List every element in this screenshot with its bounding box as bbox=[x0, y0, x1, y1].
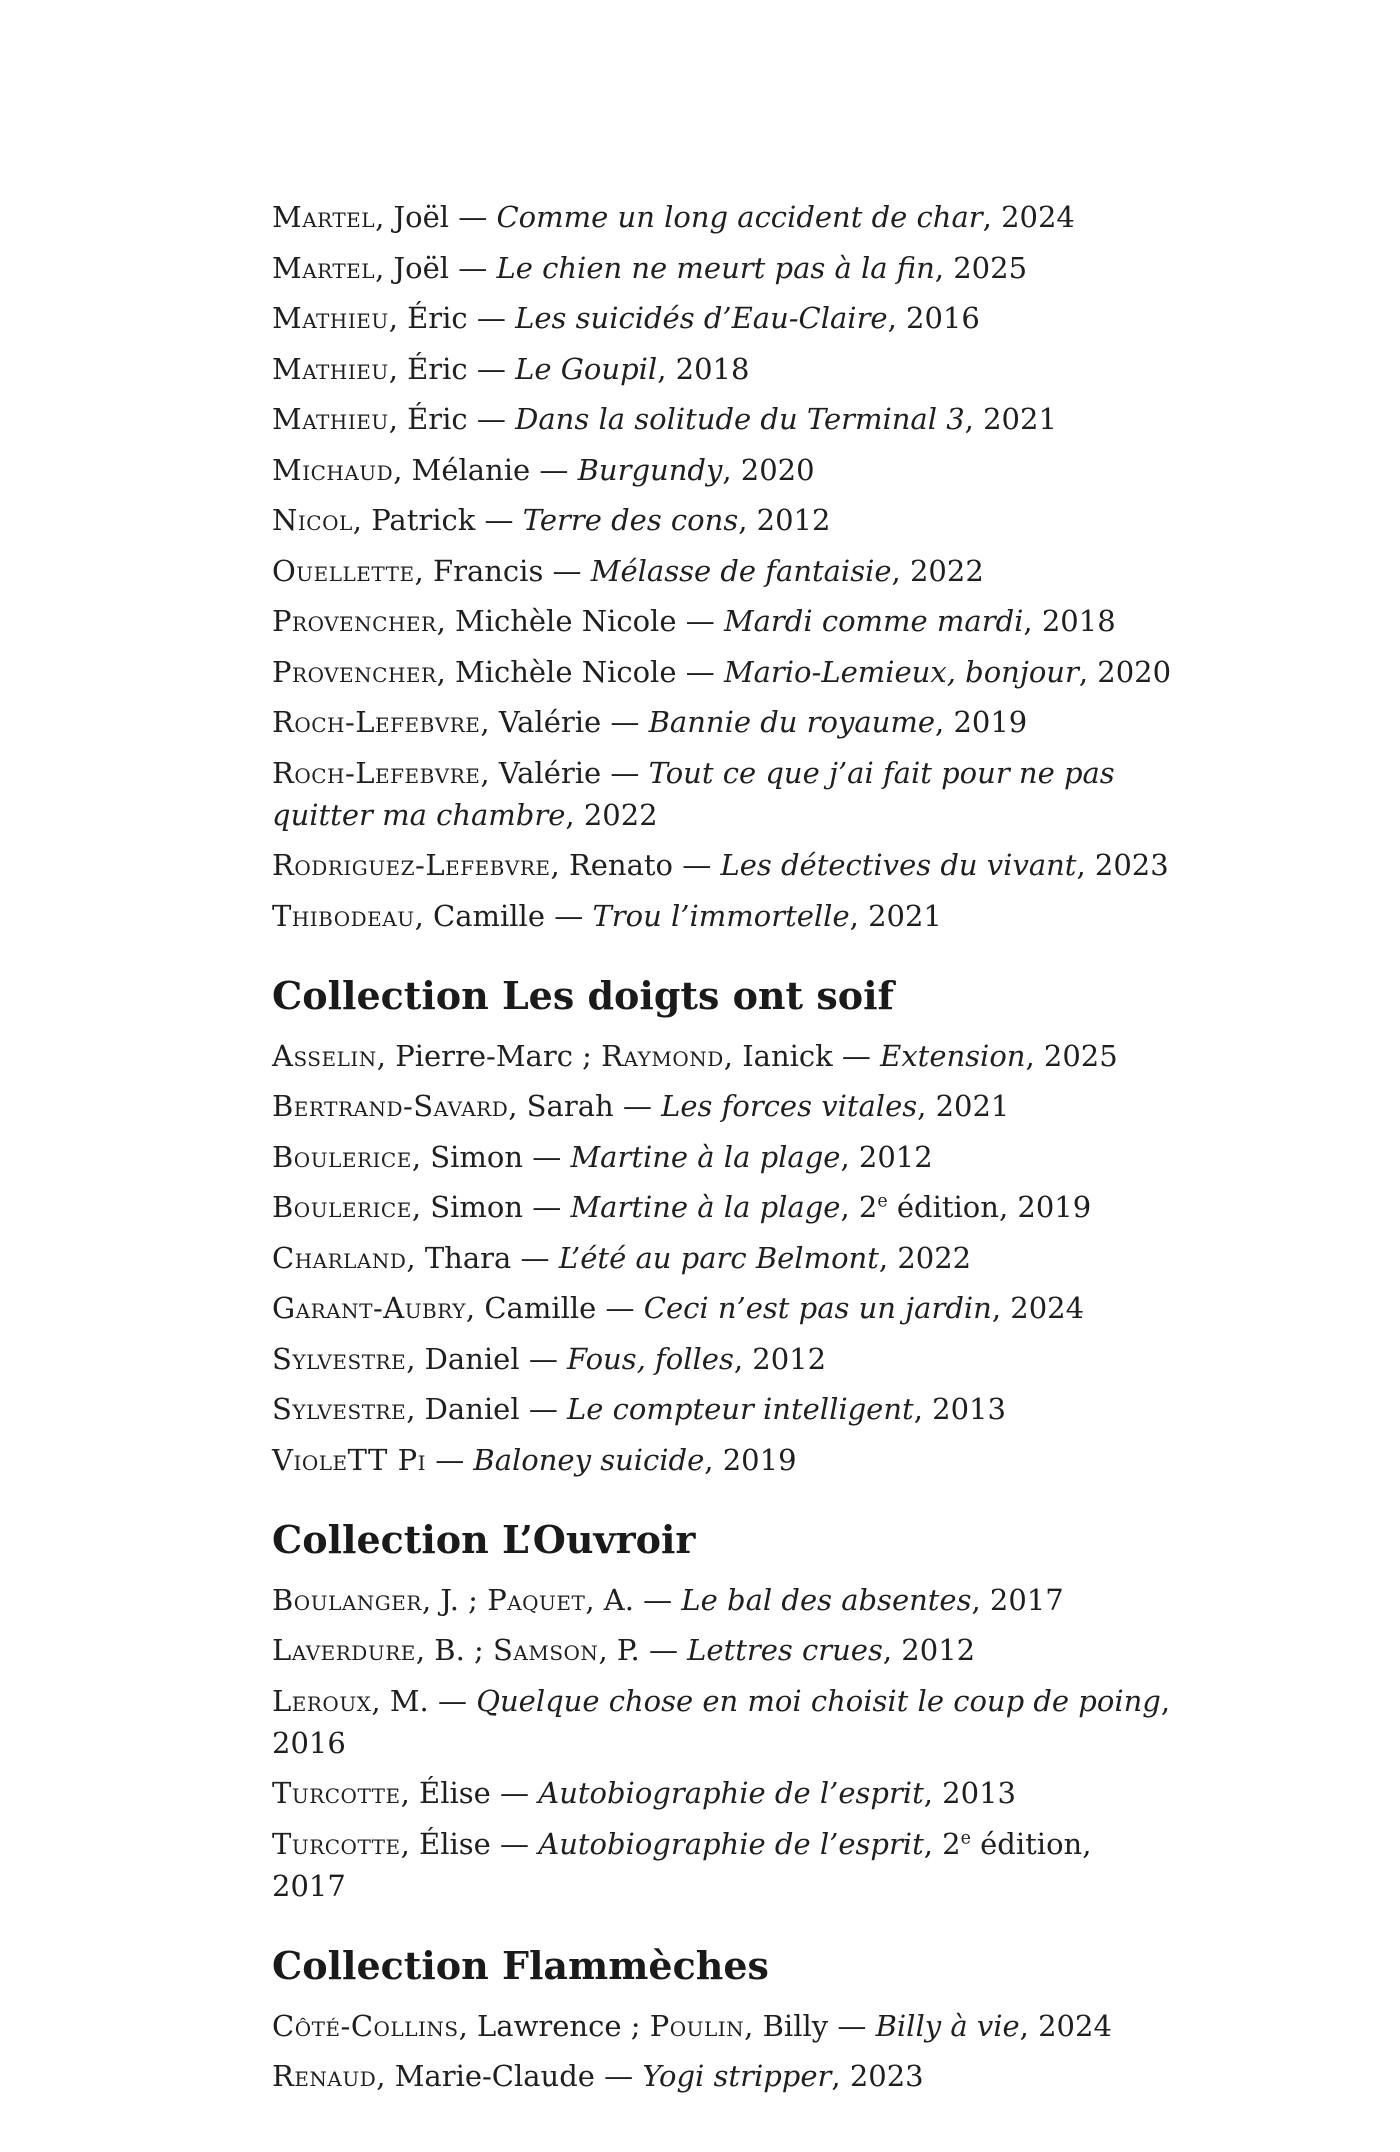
edition-number: 2 bbox=[942, 1826, 961, 1861]
book-title: Fous, folles bbox=[567, 1341, 734, 1376]
publication-year: 2020 bbox=[740, 452, 815, 487]
author-last-name: Thibodeau bbox=[272, 898, 415, 933]
author-last-name: Poulin bbox=[649, 2008, 745, 2043]
author-last-name: Bertrand-Savard bbox=[272, 1089, 509, 1123]
edition-note bbox=[859, 1190, 999, 1224]
author-last-name: Boulerice bbox=[272, 1190, 412, 1224]
author-first-name: Camille bbox=[484, 1291, 597, 1325]
book-title: Le Goupil bbox=[515, 351, 658, 386]
author-first-name: Éric bbox=[407, 351, 468, 386]
catalogue-entry: Turcotte, Élise — Autobiographie de l’esprit, 2e édition, 2017 bbox=[272, 1826, 1092, 1903]
author-first-name: Daniel bbox=[424, 1392, 520, 1426]
author-last-name: Asselin bbox=[272, 1038, 377, 1073]
publication-year: 2018 bbox=[675, 351, 750, 386]
catalogue-entry: Mathieu, Éric — Le Goupil, 2018 bbox=[272, 351, 750, 386]
author-name: Bertrand-Savard, Sarah bbox=[272, 1089, 614, 1123]
edition-word: édition bbox=[896, 1190, 999, 1224]
author-name: Roch-Lefebvre, Valérie bbox=[272, 705, 602, 739]
author-last-name: Samson bbox=[493, 1633, 599, 1667]
catalogue-entry: Martel, Joël — Le chien ne meurt pas à la fin, 2025 bbox=[272, 250, 1028, 285]
author-first-name: Billy bbox=[762, 2008, 829, 2043]
catalogue-entry: Sylvestre, Daniel — Fous, folles, 2012 bbox=[272, 1341, 827, 1376]
book-title: Le bal des absentes bbox=[681, 1582, 972, 1617]
book-title: Billy à vie bbox=[875, 2008, 1020, 2043]
publication-year: 2012 bbox=[858, 1139, 933, 1174]
catalogue-entry: Mathieu, Éric — Dans la solitude du Terminal 3, 2021 bbox=[272, 402, 1057, 436]
catalogue-entry: Charland, Thara — L’été au parc Belmont, 2022 bbox=[272, 1240, 972, 1275]
catalogue-entry: Boulerice, Simon — Martine à la plage, 2012 bbox=[272, 1139, 933, 1174]
book-title: Les détectives du vivant bbox=[720, 848, 1077, 882]
catalogue-entry: Nicol, Patrick — Terre des cons, 2012 bbox=[272, 503, 831, 537]
book-title: Autobiographie de l’esprit bbox=[538, 1776, 924, 1810]
author-last-name: Leroux bbox=[272, 1683, 372, 1718]
book-title: Les suicidés d’Eau-Claire bbox=[515, 301, 888, 335]
publication-year: 2013 bbox=[942, 1776, 1016, 1810]
publication-year: 2018 bbox=[1041, 604, 1116, 638]
author-last-name: Mathieu bbox=[272, 351, 389, 386]
author-first-name: Patrick bbox=[371, 503, 476, 537]
author-name: Leroux, M. bbox=[272, 1683, 429, 1718]
author-first-name: Daniel bbox=[424, 1341, 520, 1376]
catalogue-section bbox=[272, 1515, 1172, 1907]
author-first-name: Camille bbox=[433, 898, 545, 933]
publication-year: 2019 bbox=[1017, 1190, 1092, 1224]
book-title: Lettres crues bbox=[687, 1633, 883, 1667]
book-title: L’été au parc Belmont bbox=[558, 1240, 879, 1275]
publication-year: 2012 bbox=[901, 1633, 976, 1667]
catalogue-entry: Provencher, Michèle Nicole — Mario-Lemieux, bonjour, 2020 bbox=[272, 654, 1172, 689]
author-name: Provencher, Michèle Nicole bbox=[272, 654, 677, 689]
author-name: Boulanger, J. bbox=[272, 1582, 459, 1617]
publication-year: 2022 bbox=[909, 553, 984, 588]
author-last-name: Paquet bbox=[487, 1582, 586, 1617]
author-first-name: Mélanie bbox=[411, 452, 531, 487]
publication-year: 2016 bbox=[906, 301, 980, 335]
author-name: Michaud, Mélanie bbox=[272, 452, 531, 487]
book-title: Dans la solitude du Terminal 3 bbox=[515, 402, 965, 436]
author-name: Nicol, Patrick bbox=[272, 503, 476, 537]
author-name: Rodriguez-Lefebvre, Renato bbox=[272, 848, 674, 882]
book-title: Extension bbox=[880, 1038, 1026, 1073]
book-title: Comme un long accident de char bbox=[496, 200, 983, 234]
author-name: Poulin, Billy bbox=[649, 2008, 829, 2043]
author-last-name: Boulanger bbox=[272, 1582, 422, 1617]
edition-superscript: e bbox=[960, 1827, 971, 1848]
catalogue-entry: Renaud, Marie-Claude — Yogi stripper, 2023 bbox=[272, 2059, 924, 2093]
publication-year: 2025 bbox=[1043, 1038, 1118, 1073]
author-last-name: Côté-Collins bbox=[272, 2008, 459, 2043]
author-first-name: A. bbox=[603, 1582, 634, 1617]
book-title: Les forces vitales bbox=[661, 1089, 918, 1123]
author-name: Sylvestre, Daniel bbox=[272, 1392, 520, 1426]
author-last-name: Provencher bbox=[272, 654, 437, 689]
catalogue-section bbox=[272, 971, 1172, 1481]
author-first-name: Michèle Nicole bbox=[455, 654, 677, 689]
author-name: Martel, Joël bbox=[272, 250, 450, 285]
publication-year: 2024 bbox=[1001, 200, 1075, 234]
catalogue-section bbox=[272, 1941, 1172, 2098]
author-name: Mathieu, Éric bbox=[272, 301, 468, 335]
catalogue-entry: Thibodeau, Camille — Trou l’immortelle, 2021 bbox=[272, 898, 942, 933]
author-first-name: Simon bbox=[430, 1190, 524, 1224]
author-name: Samson, P. bbox=[493, 1633, 640, 1667]
author-name bbox=[272, 1443, 426, 1477]
publication-year: 2016 bbox=[272, 1725, 346, 1760]
author-last-name: Sylvestre bbox=[272, 1341, 407, 1376]
catalogue-entry: Côté-Collins, Lawrence ; Poulin, Billy — Billy à vie, 2024 bbox=[272, 2008, 1112, 2043]
author-name: Provencher, Michèle Nicole bbox=[272, 604, 677, 638]
author-name: Paquet, A. bbox=[487, 1582, 634, 1617]
catalogue-entry: Sylvestre, Daniel — Le compteur intelligent, 2013 bbox=[272, 1392, 1006, 1426]
catalogue-entry: VioleTT Pi — Baloney suicide, 2019 bbox=[272, 1442, 797, 1477]
author-first-name: Élise bbox=[419, 1826, 491, 1861]
catalogue-entry: Boulerice, Simon — Martine à la plage, 2e édition, 2019 bbox=[272, 1190, 1092, 1224]
author-first-name: Joël bbox=[393, 250, 450, 285]
publication-year: 2023 bbox=[849, 2059, 924, 2093]
author-last-name: Nicol bbox=[272, 503, 353, 537]
catalogue-entry: Ouellette, Francis — Mélasse de fantaisie, 2022 bbox=[272, 553, 984, 588]
publication-year: 2012 bbox=[756, 503, 831, 537]
catalogue-entry: Bertrand-Savard, Sarah — Les forces vitales, 2021 bbox=[272, 1089, 1010, 1123]
edition-word: édition bbox=[980, 1826, 1083, 1861]
edition-note bbox=[942, 1827, 1082, 1861]
book-title: Martine à la plage bbox=[570, 1139, 841, 1174]
author-name: Thibodeau, Camille bbox=[272, 898, 545, 933]
book-title: Mélasse de fantaisie bbox=[590, 553, 892, 588]
book-title: Mario-Lemieux, bonjour bbox=[723, 654, 1079, 689]
author-name: Mathieu, Éric bbox=[272, 351, 468, 386]
author-name: Renaud, Marie-Claude bbox=[272, 2059, 595, 2093]
author-name: Sylvestre, Daniel bbox=[272, 1341, 520, 1376]
catalogue-entry: Michaud, Mélanie — Burgundy, 2020 bbox=[272, 452, 815, 487]
author-name: Martel, Joël bbox=[272, 200, 450, 234]
author-name: Mathieu, Éric bbox=[272, 402, 468, 436]
book-title: Bannie du royaume bbox=[648, 705, 936, 739]
author-last-name: Boulerice bbox=[272, 1139, 412, 1174]
catalogue-entry: Provencher, Michèle Nicole — Mardi comme mardi, 2018 bbox=[272, 604, 1116, 638]
publication-year: 2012 bbox=[752, 1341, 827, 1376]
publication-year: 2022 bbox=[897, 1240, 972, 1275]
author-first-name: Valérie bbox=[498, 705, 602, 739]
catalogue-entry: Mathieu, Éric — Les suicidés d’Eau-Claire, 2016 bbox=[272, 301, 980, 335]
author-first-name: Simon bbox=[430, 1139, 524, 1174]
author-first-name: Renato bbox=[568, 848, 674, 882]
publication-year: 2023 bbox=[1094, 848, 1169, 882]
catalogue-entry: Leroux, M. — Quelque chose en moi choisit le coup de poing, 2016 bbox=[272, 1683, 1171, 1760]
edition-superscript: e bbox=[877, 1191, 888, 1212]
section-heading: Collection Flammèches bbox=[272, 1942, 769, 1988]
publication-year: 2025 bbox=[953, 250, 1028, 285]
catalogue-entry: Martel, Joël — Comme un long accident de char, 2024 bbox=[272, 200, 1075, 234]
catalogue-entry: Turcotte, Élise — Autobiographie de l’esprit, 2013 bbox=[272, 1776, 1016, 1810]
author-last-name: VioleTT Pi bbox=[272, 1442, 426, 1477]
catalogue-page bbox=[272, 196, 1172, 2106]
author-first-name: Sarah bbox=[526, 1089, 614, 1123]
author-name: Boulerice, Simon bbox=[272, 1190, 524, 1224]
author-first-name: Lawrence bbox=[477, 2008, 622, 2043]
catalogue-entry: Rodriguez-Lefebvre, Renato — Les détectives du vivant, 2023 bbox=[272, 848, 1169, 882]
publication-year: 2013 bbox=[932, 1392, 1006, 1426]
catalogue-entry: Laverdure, B. ; Samson, P. — Lettres crues, 2012 bbox=[272, 1633, 976, 1667]
author-last-name: Roch-Lefebvre bbox=[272, 755, 481, 790]
book-title: Yogi stripper bbox=[642, 2059, 832, 2093]
author-name: Asselin, Pierre-Marc bbox=[272, 1038, 573, 1073]
author-first-name: Éric bbox=[407, 402, 468, 436]
publication-year: 2019 bbox=[953, 705, 1028, 739]
section-heading: Collection L’Ouvroir bbox=[272, 1516, 696, 1562]
book-title: Quelque chose en moi choisit le coup de poing bbox=[476, 1683, 1161, 1718]
author-last-name: Michaud bbox=[272, 452, 394, 487]
book-title: Mardi comme mardi bbox=[723, 604, 1024, 638]
author-last-name: Ouellette bbox=[272, 553, 415, 588]
catalogue-entry: Garant-Aubry, Camille — Ceci n’est pas un jardin, 2024 bbox=[272, 1291, 1085, 1325]
author-first-name: Joël bbox=[393, 200, 450, 234]
author-last-name: Charland bbox=[272, 1240, 407, 1275]
catalogue-entry: Boulanger, J. ; Paquet, A. — Le bal des absentes, 2017 bbox=[272, 1582, 1064, 1617]
author-first-name: B. bbox=[434, 1633, 465, 1667]
author-last-name: Turcotte bbox=[272, 1826, 401, 1861]
author-first-name: J. bbox=[440, 1582, 459, 1617]
publication-year: 2017 bbox=[272, 1868, 346, 1903]
author-name: Turcotte, Élise bbox=[272, 1826, 491, 1861]
author-first-name: P. bbox=[616, 1633, 640, 1667]
section-heading: Collection Les doigts ont soif bbox=[272, 972, 894, 1018]
book-title: Martine à la plage bbox=[570, 1190, 841, 1224]
author-name: Turcotte, Élise bbox=[272, 1776, 491, 1810]
publication-year: 2017 bbox=[989, 1582, 1064, 1617]
author-last-name: Turcotte bbox=[272, 1776, 401, 1810]
author-last-name: Laverdure bbox=[272, 1633, 416, 1667]
catalogue-entry: Asselin, Pierre-Marc ; Raymond, Ianick — Extension, 2025 bbox=[272, 1038, 1118, 1073]
publication-year: 2019 bbox=[722, 1442, 797, 1477]
catalogue-entry: Roch-Lefebvre, Valérie — Tout ce que j’ai fait pour ne pas quitter ma chambre, 2022 bbox=[272, 755, 1115, 832]
author-first-name: Valérie bbox=[498, 755, 602, 790]
author-first-name: Francis bbox=[432, 553, 544, 588]
author-last-name: Martel bbox=[272, 250, 376, 285]
author-last-name: Garant-Aubry bbox=[272, 1291, 466, 1325]
author-first-name: Ianick bbox=[742, 1038, 833, 1073]
edition-number: 2 bbox=[858, 1190, 878, 1224]
catalogue-section bbox=[272, 196, 1172, 937]
catalogue-entry: Roch-Lefebvre, Valérie — Bannie du royaume, 2019 bbox=[272, 705, 1028, 739]
publication-year: 2021 bbox=[868, 898, 942, 933]
publication-year: 2022 bbox=[583, 797, 658, 832]
author-name: Ouellette, Francis bbox=[272, 553, 544, 588]
author-last-name: Roch-Lefebvre bbox=[272, 705, 481, 739]
author-last-name: Martel bbox=[272, 200, 376, 234]
author-last-name: Provencher bbox=[272, 604, 437, 638]
publication-year: 2024 bbox=[1038, 2008, 1112, 2043]
author-last-name: Sylvestre bbox=[272, 1392, 407, 1426]
book-title: Terre des cons bbox=[522, 503, 739, 537]
author-name: Boulerice, Simon bbox=[272, 1139, 524, 1174]
author-last-name: Raymond bbox=[601, 1038, 724, 1073]
book-title: Le chien ne meurt pas à la fin bbox=[496, 250, 935, 285]
author-first-name: Marie-Claude bbox=[394, 2059, 595, 2093]
author-first-name: Thara bbox=[424, 1240, 512, 1275]
book-title: Trou l’immortelle bbox=[592, 898, 850, 933]
author-first-name: Élise bbox=[419, 1776, 491, 1810]
author-name: Raymond, Ianick bbox=[601, 1038, 833, 1073]
book-title: Baloney suicide bbox=[473, 1442, 705, 1477]
book-title: Autobiographie de l’esprit bbox=[538, 1826, 924, 1861]
book-title: Ceci n’est pas un jardin bbox=[643, 1291, 992, 1325]
author-name: Côté-Collins, Lawrence bbox=[272, 2008, 622, 2043]
book-title: Burgundy bbox=[577, 452, 723, 487]
author-first-name: Pierre-Marc bbox=[395, 1038, 573, 1073]
author-first-name: Michèle Nicole bbox=[455, 604, 677, 638]
publication-year: 2021 bbox=[935, 1089, 1010, 1123]
publication-year: 2021 bbox=[983, 402, 1057, 436]
publication-year: 2020 bbox=[1097, 654, 1172, 689]
author-first-name: M. bbox=[389, 1683, 429, 1718]
author-last-name: Rodriguez-Lefebvre bbox=[272, 848, 551, 882]
book-title: Tout ce que j’ai fait pour ne pas quitter ma chambre bbox=[272, 755, 1115, 832]
book-title: Le compteur intelligent bbox=[567, 1392, 914, 1426]
author-name: Laverdure, B. bbox=[272, 1633, 465, 1667]
author-first-name: Éric bbox=[407, 301, 468, 335]
publication-year: 2024 bbox=[1010, 1291, 1085, 1325]
author-name: Garant-Aubry, Camille bbox=[272, 1291, 597, 1325]
author-last-name: Mathieu bbox=[272, 301, 389, 335]
author-last-name: Renaud bbox=[272, 2059, 377, 2093]
author-name: Roch-Lefebvre, Valérie bbox=[272, 755, 602, 790]
author-name: Charland, Thara bbox=[272, 1240, 512, 1275]
author-last-name: Mathieu bbox=[272, 402, 389, 436]
